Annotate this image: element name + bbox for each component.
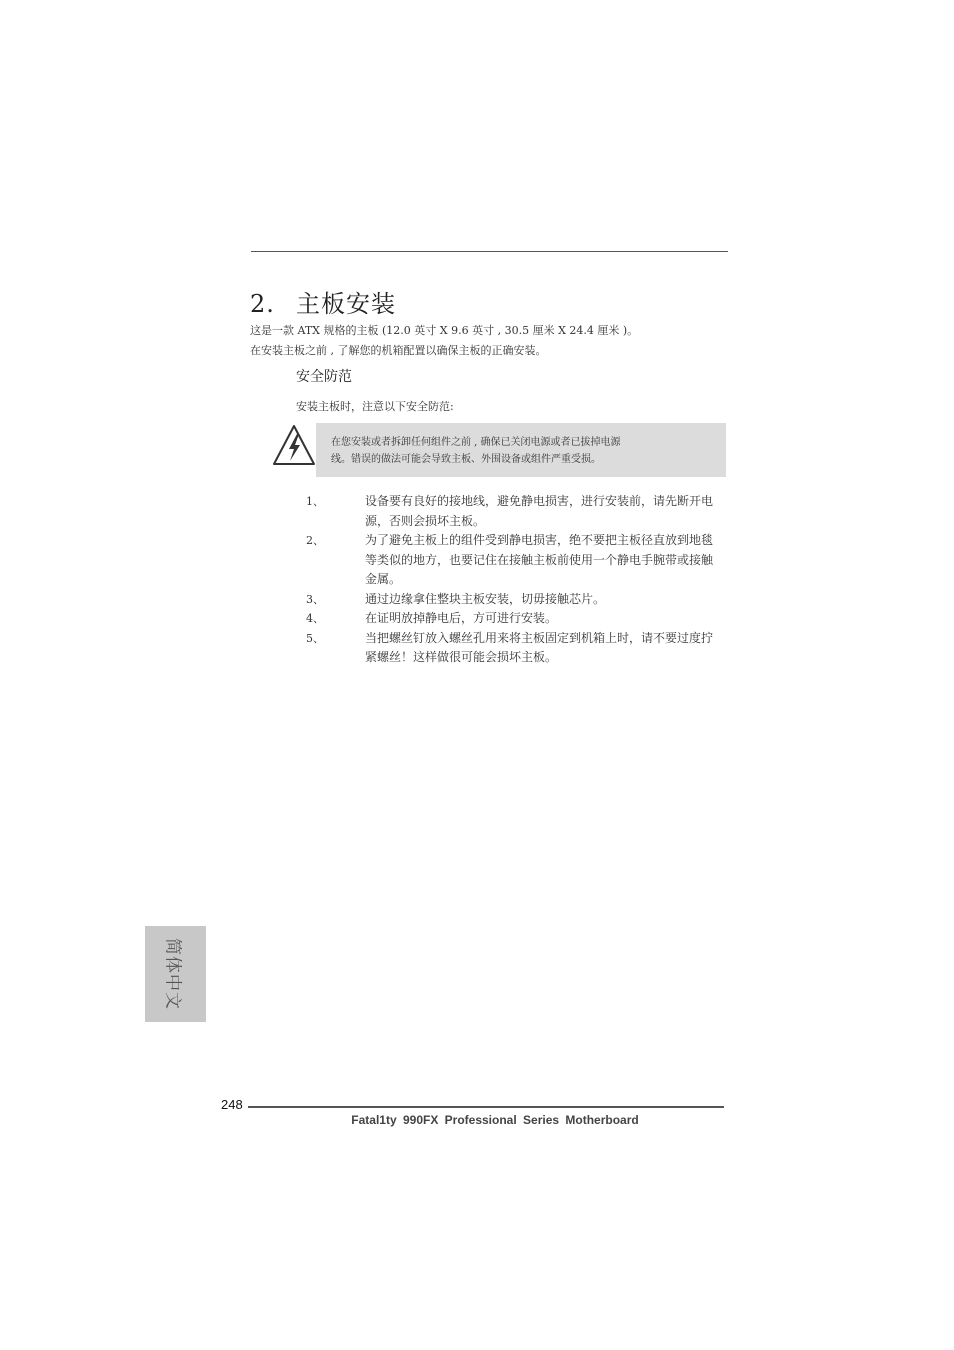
section-number: 2.: [250, 290, 275, 318]
list-item: [306, 590, 716, 610]
footer-product-name: Fatal1ty 990FX Professional Series Motherboard: [351, 1113, 639, 1127]
list-item: [306, 492, 716, 531]
intro-line-2: 在安装主板之前 , 了解您的机箱配置以确保主板的正确安装。: [250, 344, 547, 357]
precaution-list: [306, 492, 716, 668]
high-voltage-warning-icon: [272, 424, 316, 466]
list-item-number: 2、: [306, 534, 324, 547]
list-item: [306, 609, 716, 629]
warning-line-2: 线。错误的做法可能会导致主板、外围设备或组件严重受损。: [331, 454, 601, 465]
list-item-text: 当把螺丝钉放入螺丝孔用来将主板固定到机箱上时，请不要过度拧紧螺丝！这样做很可能会损坏主板。: [365, 630, 714, 664]
list-item-text: 为了避免主板上的组件受到静电损害，绝不要把主板径直放到地毯等类似的地方，也要记住在接触主板前使用一个静电手腕带或接触金属。: [365, 533, 714, 586]
list-item: [306, 629, 716, 668]
section-heading: [250, 284, 396, 319]
subsection-lead: 安装主板时，注意以下安全防范:: [296, 400, 454, 413]
intro-line-1: 这是一款 ATX 规格的主板 (12.0 英寸 X 9.6 英寸 , 30.5 厘米 X 24.4 厘米 )。: [250, 324, 639, 337]
language-side-tab: [145, 926, 206, 1022]
footer-rule: [248, 1106, 724, 1108]
list-item-number: 3、: [306, 592, 324, 606]
list-item-number: 4、: [306, 612, 324, 625]
warning-box: [316, 423, 726, 477]
page-number: 248: [221, 1097, 243, 1112]
warning-line-1: 在您安装或者拆卸任何组件之前 , 确保已关闭电源或者已拔掉电源: [331, 437, 621, 448]
list-item-number: 5、: [306, 631, 324, 645]
list-item-text: 设备要有良好的接地线，避免静电损害，进行安装前，请先断开电源，否则会损坏主板。: [365, 494, 714, 528]
section-title: 主板安装: [296, 290, 396, 318]
list-item-number: 1、: [306, 495, 324, 508]
top-rule: [251, 251, 728, 252]
list-item: [306, 531, 716, 590]
list-item-text: 通过边缘拿住整块主板安装，切毋接触芯片。: [365, 591, 606, 606]
subsection-title: 安全防范: [296, 369, 352, 385]
list-item-text: 在证明放掉静电后，方可进行安装。: [365, 611, 558, 625]
language-label: 简体中文: [162, 938, 183, 1010]
